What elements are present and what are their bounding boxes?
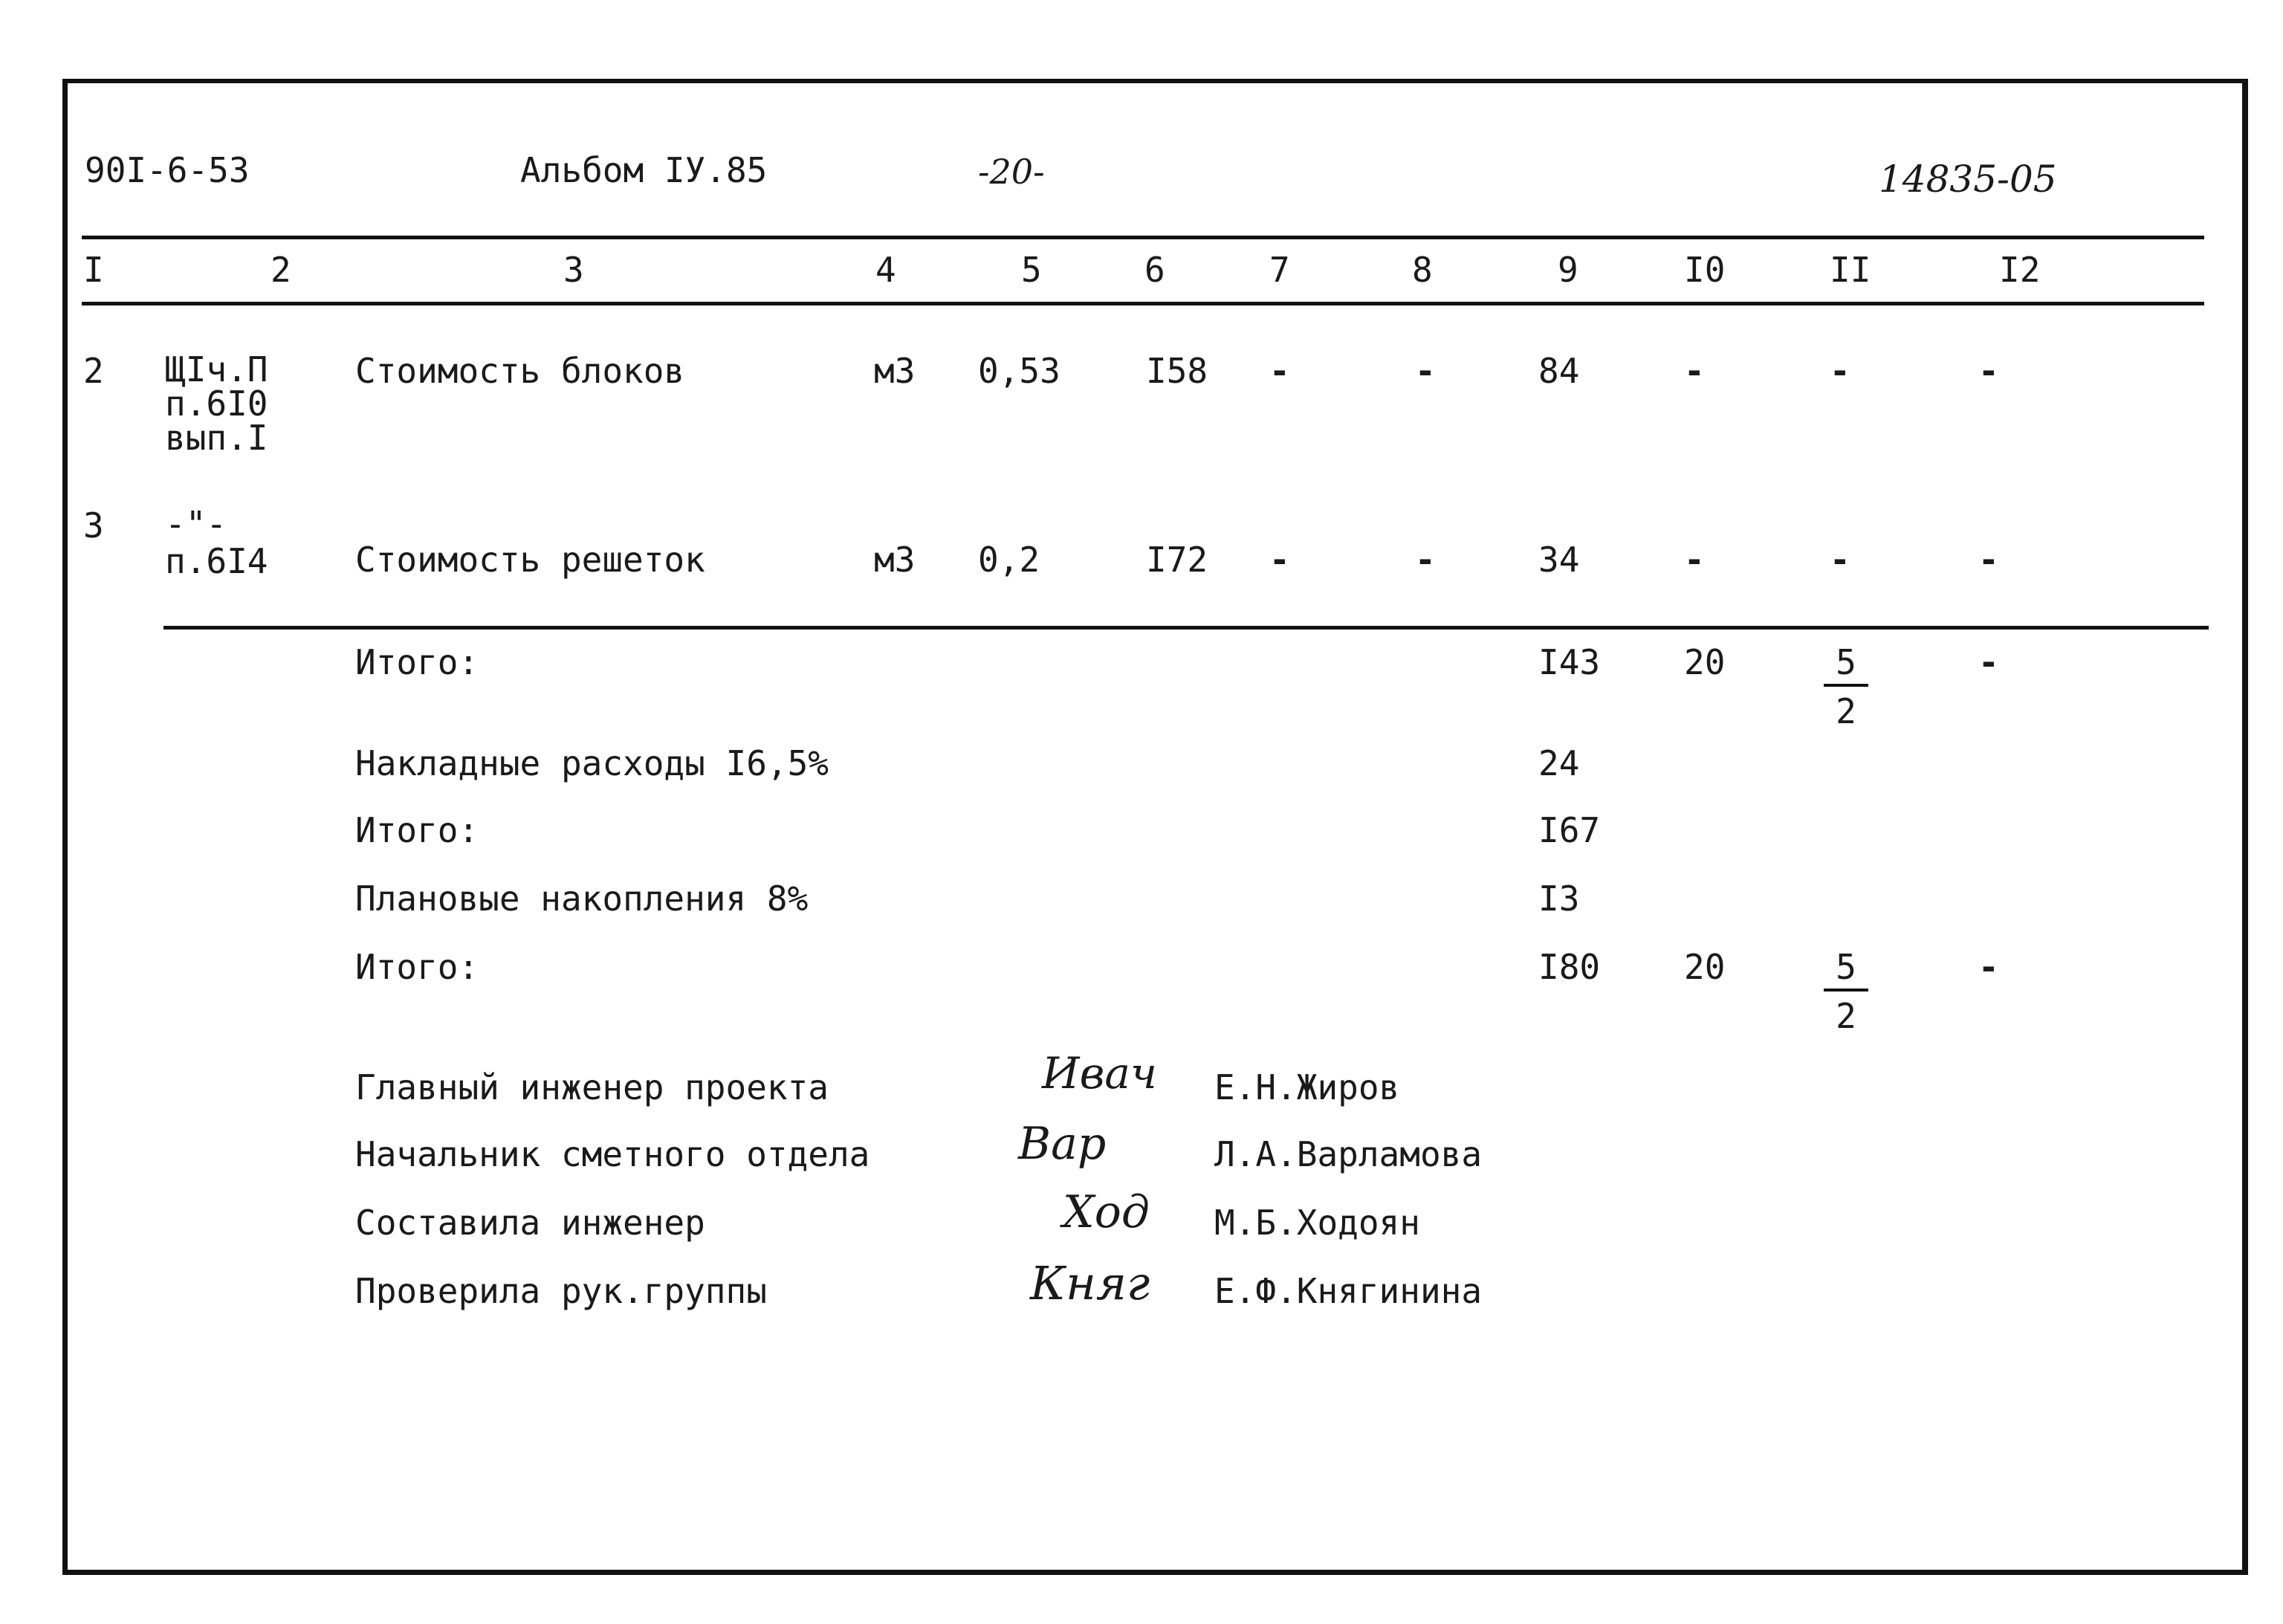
handwritten-signature: Вар xyxy=(1018,1118,1107,1170)
row-unit: м3 xyxy=(874,540,916,580)
column-header: 3 xyxy=(563,250,584,290)
total-col9: I80 xyxy=(1538,947,1601,987)
signature-role: Проверила рук.группы xyxy=(355,1271,767,1311)
row-col9: 34 xyxy=(1538,540,1580,580)
document-number: 14835-05 xyxy=(1879,158,2057,201)
row-col11: - xyxy=(1830,540,1850,580)
column-header: 2 xyxy=(271,250,291,290)
signature-name: М.Б.Ходоян xyxy=(1214,1203,1420,1243)
row-quantity: 0,53 xyxy=(978,351,1060,391)
row-col10: - xyxy=(1684,540,1705,580)
row-number: 2 xyxy=(83,351,104,391)
row-col11: - xyxy=(1830,351,1850,391)
total-col11-fraction xyxy=(1824,947,1868,1036)
row-unit: м3 xyxy=(874,351,916,391)
signature-name: Л.А.Варламова xyxy=(1214,1134,1483,1174)
handwritten-signature: Ивач xyxy=(1042,1048,1157,1099)
total-col11-fraction xyxy=(1824,642,1868,731)
signature-name: Е.Н.Жиров xyxy=(1214,1067,1400,1107)
totals-rule xyxy=(163,626,2209,630)
fraction-denominator: 2 xyxy=(1836,691,1856,731)
fraction-numerator: 5 xyxy=(1824,950,1868,991)
row-col7: - xyxy=(1269,540,1290,580)
total-label: Итого: xyxy=(355,947,479,987)
row-col12: - xyxy=(1978,540,1999,580)
signature-role: Главный инженер проекта xyxy=(355,1067,829,1107)
total-col12: - xyxy=(1978,947,1999,987)
header-rule-top xyxy=(82,236,2204,239)
planned-savings-label: Плановые накопления 8% xyxy=(355,879,809,919)
row-col7: - xyxy=(1269,351,1290,391)
row-name: Стоимость решеток xyxy=(355,540,705,580)
fraction-denominator: 2 xyxy=(1836,996,1856,1036)
page-number: -20- xyxy=(978,152,1045,192)
total-label: Итого: xyxy=(355,810,479,850)
signature-name: Е.Ф.Княгинина xyxy=(1214,1271,1483,1311)
column-header: I2 xyxy=(1999,250,2041,290)
row-price: I58 xyxy=(1146,351,1208,391)
column-header: 4 xyxy=(875,250,896,290)
row-col8: - xyxy=(1415,540,1436,580)
row-col9: 84 xyxy=(1538,351,1580,391)
column-header: 9 xyxy=(1558,250,1578,290)
header-rule-bottom xyxy=(82,302,2204,305)
column-header: 7 xyxy=(1269,250,1290,290)
row-name: Стоимость блоков xyxy=(355,351,685,391)
column-header: I0 xyxy=(1684,250,1726,290)
planned-savings-col9: I3 xyxy=(1538,879,1580,919)
total-col10: 20 xyxy=(1684,642,1726,682)
total-col9: I67 xyxy=(1538,810,1601,850)
album-label: Альбом IУ.85 xyxy=(520,150,768,190)
column-header: I xyxy=(83,250,104,290)
total-col10: 20 xyxy=(1684,947,1726,987)
handwritten-signature: Княг xyxy=(1030,1256,1150,1310)
row-col10: - xyxy=(1684,351,1705,391)
project-code: 90I-6-53 xyxy=(85,150,250,190)
row-price: I72 xyxy=(1146,540,1208,580)
handwritten-signature: Ход xyxy=(1063,1186,1150,1238)
fraction-numerator: 5 xyxy=(1824,645,1868,687)
row-col12: - xyxy=(1978,351,1999,391)
row-reference: ЩIч.П п.6I0 вып.I xyxy=(165,349,268,458)
overhead-col9: 24 xyxy=(1538,743,1580,783)
column-header: 5 xyxy=(1021,250,1042,290)
overhead-label: Накладные расходы I6,5% xyxy=(355,743,829,783)
row-col8: - xyxy=(1415,351,1436,391)
column-header: 6 xyxy=(1144,250,1165,290)
row-number: 3 xyxy=(83,505,104,546)
column-header: 8 xyxy=(1412,250,1433,290)
row-quantity: 0,2 xyxy=(978,540,1040,580)
signature-role: Составила инженер xyxy=(355,1203,705,1243)
row-reference: -"- п.6I4 xyxy=(165,504,268,581)
signature-role: Начальник сметного отдела xyxy=(355,1134,870,1174)
total-label: Итого: xyxy=(355,642,479,682)
total-col9: I43 xyxy=(1538,642,1601,682)
column-header: II xyxy=(1830,250,1871,290)
total-col12: - xyxy=(1978,642,1999,682)
